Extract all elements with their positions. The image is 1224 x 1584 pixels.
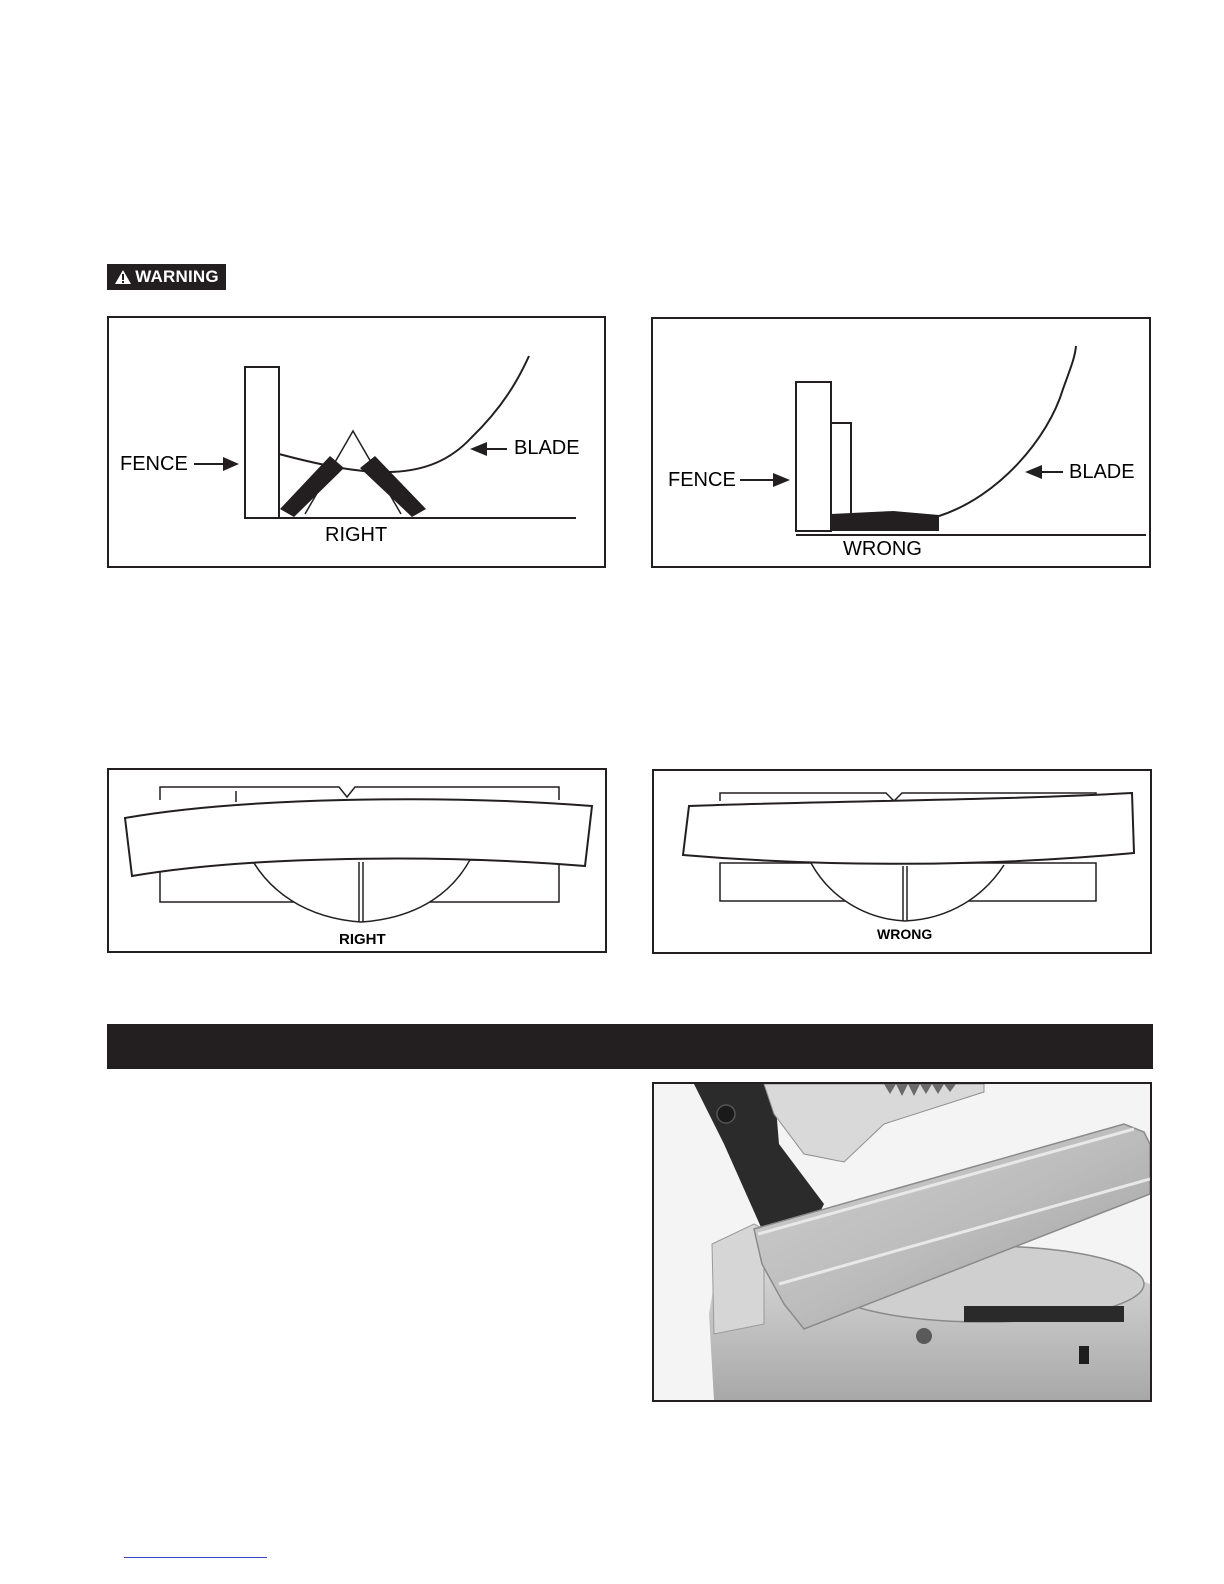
blade-arrow-head bbox=[1025, 465, 1042, 479]
blade-arrow-head bbox=[470, 442, 487, 456]
figure-crown-right bbox=[107, 316, 606, 568]
molding-left-leg bbox=[280, 456, 344, 517]
section-heading-bar bbox=[107, 1024, 1153, 1069]
figure-caption: WRONG bbox=[877, 926, 933, 942]
fence-label: FENCE bbox=[668, 469, 736, 491]
base-hole bbox=[916, 1328, 932, 1344]
fence-arrow-head bbox=[223, 457, 239, 471]
miter-saw-photo bbox=[652, 1082, 1152, 1402]
figure-caption: WRONG bbox=[843, 538, 922, 560]
blade-label: BLADE bbox=[514, 437, 580, 459]
fence-block bbox=[796, 382, 831, 531]
bowed-workpiece bbox=[683, 793, 1134, 864]
figure-bow-wrong bbox=[652, 769, 1152, 954]
fence-arrow-head bbox=[773, 473, 790, 487]
arm-bolt bbox=[717, 1105, 735, 1123]
fence-label: FENCE bbox=[120, 453, 188, 475]
warning-triangle-icon bbox=[114, 269, 132, 285]
figure-caption: RIGHT bbox=[339, 931, 386, 948]
scale-strip bbox=[964, 1306, 1124, 1322]
fence-block bbox=[245, 367, 279, 518]
figure-bow-right bbox=[107, 768, 607, 953]
blade-arc bbox=[279, 356, 529, 472]
molding-right-leg bbox=[360, 456, 426, 517]
bottom-link-underline bbox=[124, 1557, 267, 1558]
fence-top-outline bbox=[160, 787, 559, 800]
molding-back bbox=[831, 423, 851, 517]
figure-crown-wrong bbox=[651, 317, 1151, 568]
blade-arc bbox=[939, 346, 1076, 516]
warning-label: WARNING bbox=[135, 267, 219, 286]
blade-label: BLADE bbox=[1069, 461, 1135, 483]
molding-flat-bottom bbox=[831, 511, 939, 531]
turntable-arc bbox=[251, 858, 471, 922]
warning-badge bbox=[107, 264, 226, 290]
figure-caption: RIGHT bbox=[325, 524, 388, 546]
knob bbox=[1079, 1346, 1089, 1364]
